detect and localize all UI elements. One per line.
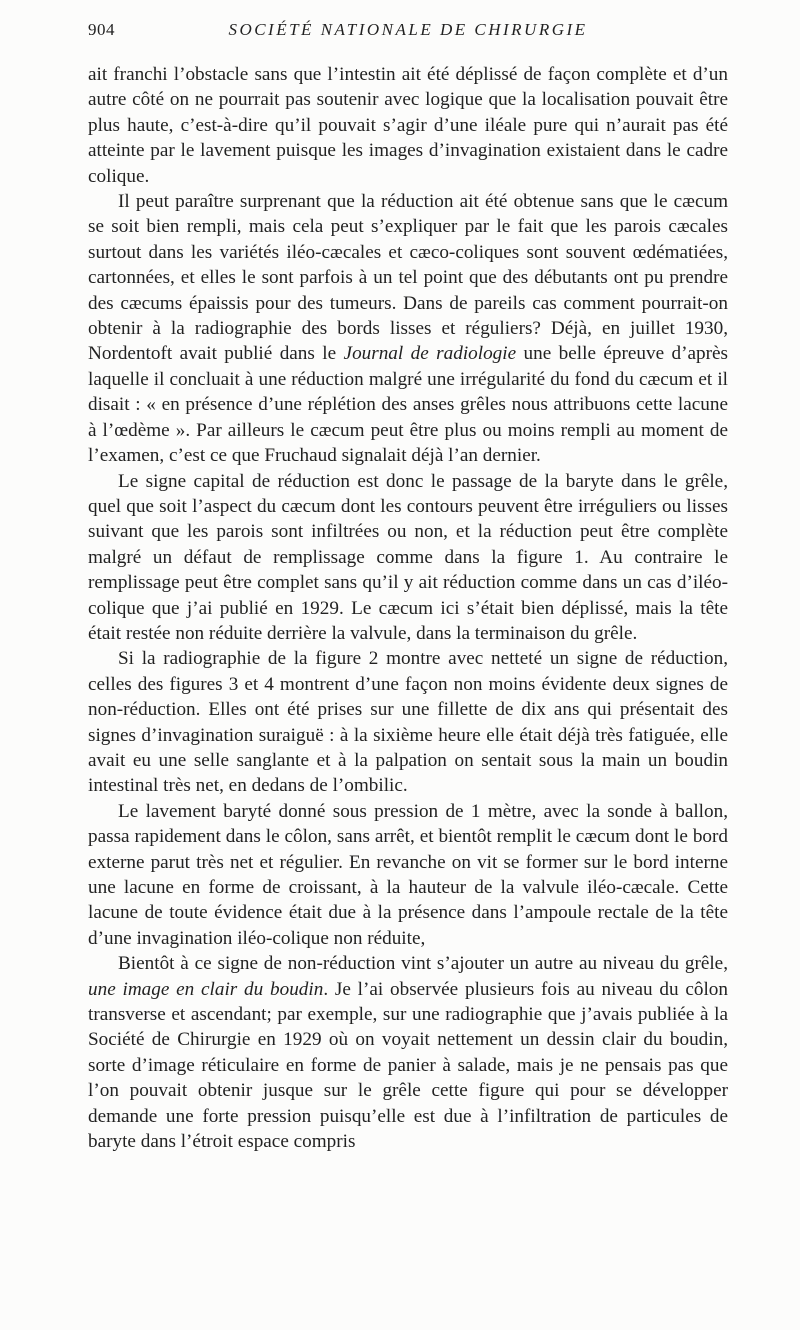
page-header [88,20,728,46]
paragraph [88,469,728,647]
paragraph-text: Si la radiographie de la figure 2 montre avec netteté un signe de réduction, celles des figures 3 et 4 montrent d’une façon non moins évidente deux signes de non-réduction. Elles ont été prises sur une fillette de dix ans qui présentait des signes d’invagination suraiguë : à la sixième heure elle était déjà très fatiguée, elle avait eu une selle sanglante et à la palpation on sentait sous la main un boudin intestinal très net, en dedans de l’ombilic. [88,648,728,797]
paragraph [88,951,728,1154]
paragraph [88,189,728,468]
paragraph [88,646,728,798]
paragraph-text: Le signe capital de réduction est donc le passage de la baryte dans le grêle, quel que soit l’aspect du cæcum dont les contours peuvent être irréguliers ou lisses suivant que les parois sont infiltrées ou non, et la réduction peut être complète malgré un défaut de remplissage comme dans la figure 1. Au contraire le remplissage peut être complet sans qu’il y ait réduction comme dans un cas d’iléo-colique que j’ai publié en 1929. Le cæcum ici s’était bien déplissé, mais la tête était restée non réduite derrière la valvule, dans la terminaison du grêle. [88,470,728,644]
paragraph-text: . Je l’ai observée plusieurs fois au niveau du côlon transverse et ascendant; par exemple, sur une radiographie que j’avais publiée à la Société de Chirurgie en 1929 où on voyait nettement un dessin clair du boudin, sorte d’image réticulaire en forme de panier à salade, mais je ne pensais pas que l’on pouvait obtenir jusque sur le grêle cette figure qui pour se développer demande une forte pression puisqu’elle est due à l’infiltration de particules de baryte dans l’étroit espace compris [88,978,728,1153]
journal-title: Journal de radiologie [343,343,517,365]
paragraph-text: une belle épreuve d’après laquelle il concluait à une réduction malgré une irrégularité du fond du cæcum et il disait : « en présence d’une réplétion des anses grêles nous attribuons cette lacune à l’œdème ». Par ailleurs le cæcum peut être plus ou moins rempli au moment de l’examen, c’est ce que Fruchaud signalait déjà l’an dernier. [88,343,728,467]
body-text [88,62,728,1154]
italic-phrase: une image en clair du boudin [88,978,324,1000]
paragraph-continued [88,62,728,189]
page-number: 904 [88,20,115,39]
paragraph-text: Il peut paraître surprenant que la réduction ait été obtenue sans que le cæcum se soit bien rempli, mais cela peut s’expliquer par le fait que les parois cæcales surtout dans les variétés iléo-cæcales et cæco-coliques sont souvent œdématiées, cartonnées, et elles le sont parfois à un tel point que des débutants ont pu prendre des cæcums épaissis pour des tumeurs. Dans de pareils cas comment pourrait-on obtenir à la radiographie des bords lisses et réguliers? Déjà, en juillet 1930, Nordentoft avait publié dans le [88,191,728,365]
paragraph-text: ait franchi l’obstacle sans que l’intestin ait été déplissé de façon complète et d’un autre côté on ne pourrait pas soutenir avec logique que la localisation pouvait être plus haute, c’est-à-dire qu’il pouvait s’agir d’une iléale pure qui n’aurait pas été atteinte par le lavement puisque les images d’invagination existaient dans le cadre colique. [88,64,728,187]
paragraph-text: Bientôt à ce signe de non-réduction vint s’ajouter un autre au niveau du grêle, [118,953,728,975]
paragraph [88,799,728,951]
paragraph-text: Le lavement baryté donné sous pression de 1 mètre, avec la sonde à ballon, passa rapidement dans le côlon, sans arrêt, et bientôt remplit le cæcum dont le bord externe parut très net et régulier. En revanche on vit se former sur le bord interne une lacune en forme de croissant, à la hauteur de la valvule iléo-cæcale. Cette lacune de toute évidence était due à la présence dans l’ampoule rectale de la tête d’une invagination iléo-colique non réduite, [88,800,728,949]
running-title: SOCIÉTÉ NATIONALE DE CHIRURGIE [228,20,588,39]
